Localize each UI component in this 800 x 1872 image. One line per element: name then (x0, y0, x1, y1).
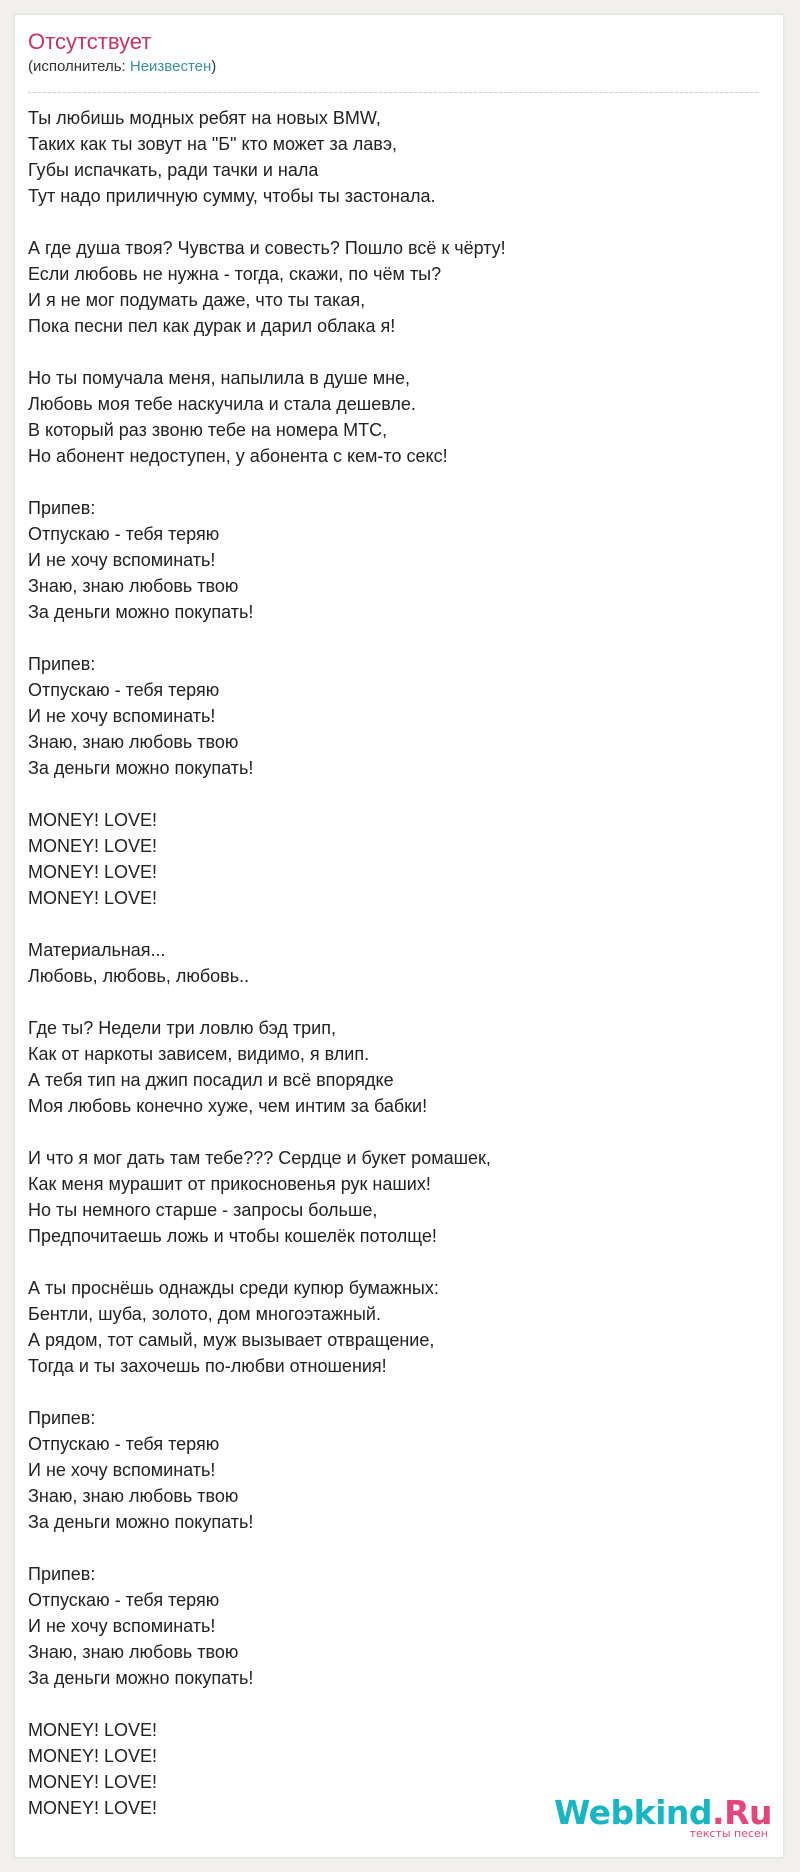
lyrics-line: Где ты? Недели три ловлю бэд трип, (28, 1018, 336, 1038)
lyrics-line: Бентли, шуба, золото, дом многоэтажный. (28, 1304, 381, 1324)
lyrics-line: Материальная... (28, 940, 166, 960)
artist-line (28, 57, 758, 77)
lyrics-line: Тут надо приличную сумму, чтобы ты застонала. (28, 186, 436, 206)
lyrics-line: Знаю, знаю любовь твою (28, 732, 239, 752)
lyrics-line: А тебя тип на джип посадил и всё впорядке (28, 1070, 394, 1090)
lyrics-line: MONEY! LOVE! (28, 836, 158, 856)
lyrics-line: И что я мог дать там тебе??? Сердце и букет ромашек, (28, 1148, 491, 1168)
lyrics-line: В который раз звоню тебе на номера МТС, (28, 420, 388, 440)
lyrics-line: И не хочу вспоминать! (28, 550, 216, 570)
lyrics-stanza (28, 105, 758, 209)
lyrics-stanza (28, 365, 758, 469)
lyrics-line: За деньги можно покупать! (28, 758, 254, 778)
lyrics-stanza (28, 1275, 758, 1379)
lyrics-line: А где душа твоя? Чувства и совесть? Пошло всё к чёрту! (28, 238, 506, 258)
lyrics-line: Как от наркоты зависем, видимо, я влип. (28, 1044, 370, 1064)
lyrics-line: Припев: (28, 1564, 96, 1584)
lyrics-stanza (28, 937, 758, 989)
lyrics-line: Но ты помучала меня, напылила в душе мне, (28, 368, 411, 388)
lyrics-body (28, 105, 758, 1847)
lyrics-line: MONEY! LOVE! (28, 1746, 158, 1766)
lyrics-line: А ты проснёшь однажды среди купюр бумажных: (28, 1278, 439, 1298)
lyrics-stanza (28, 1145, 758, 1249)
song-title: Отсутствует (28, 29, 152, 54)
lyrics-stanza (28, 1015, 758, 1119)
lyrics-line: Моя любовь конечно хуже, чем интим за бабки! (28, 1096, 428, 1116)
song-header (28, 28, 758, 77)
lyrics-line: Знаю, знаю любовь твою (28, 1486, 239, 1506)
lyrics-stanza (28, 1405, 758, 1535)
lyrics-line: Если любовь не нужна - тогда, скажи, по чём ты? (28, 264, 442, 284)
lyrics-line: Ты любишь модных ребят на новых BMW, (28, 108, 381, 128)
lyrics-line: Отпускаю - тебя теряю (28, 1590, 220, 1610)
lyrics-line: Отпускаю - тебя теряю (28, 1434, 220, 1454)
lyrics-line: MONEY! LOVE! (28, 1772, 158, 1792)
artist-prefix: (исполнитель: (28, 58, 130, 75)
lyrics-line: Как меня мурашит от прикосновенья рук наших! (28, 1174, 431, 1194)
lyrics-line: Любовь моя тебе наскучила и стала дешевле. (28, 394, 416, 414)
lyrics-line: MONEY! LOVE! (28, 862, 158, 882)
lyrics-line: Отпускаю - тебя теряю (28, 680, 220, 700)
lyrics-line: И не хочу вспоминать! (28, 1616, 216, 1636)
lyrics-stanza (28, 495, 758, 625)
artist-suffix: ) (211, 58, 217, 75)
lyrics-line: За деньги можно покупать! (28, 1668, 254, 1688)
lyrics-stanza (28, 1561, 758, 1691)
lyrics-line: MONEY! LOVE! (28, 1720, 158, 1740)
lyrics-line: MONEY! LOVE! (28, 888, 158, 908)
logo-suffix: .Ru (712, 1793, 772, 1832)
lyrics-line: Припев: (28, 498, 96, 518)
lyrics-line: Знаю, знаю любовь твою (28, 576, 239, 596)
lyrics-line: MONEY! LOVE! (28, 1798, 158, 1818)
lyrics-stanza (28, 651, 758, 781)
logo-main-text: Webkind (553, 1793, 713, 1832)
lyrics-stanza (28, 807, 758, 911)
lyrics-line: Предпочитаешь ложь и чтобы кошелёк потолще! (28, 1226, 437, 1246)
lyrics-line: Но абонент недоступен, у абонента с кем-то секс! (28, 446, 448, 466)
site-logo[interactable] (553, 1793, 772, 1840)
lyrics-line: Но ты немного старше - запросы больше, (28, 1200, 378, 1220)
lyrics-line: Пока песни пел как дурак и дарил облака я! (28, 316, 396, 336)
lyrics-line: MONEY! LOVE! (28, 810, 158, 830)
lyrics-line: И не хочу вспоминать! (28, 1460, 216, 1480)
lyrics-line: Таких как ты зовут на "Б" кто может за лавэ, (28, 134, 398, 154)
lyrics-line: Припев: (28, 654, 96, 674)
lyrics-stanza (28, 235, 758, 339)
lyrics-line: И я не мог подумать даже, что ты такая, (28, 290, 366, 310)
lyrics-line: Отпускаю - тебя теряю (28, 524, 220, 544)
lyrics-line: Знаю, знаю любовь твою (28, 1642, 239, 1662)
logo-tagline: тексты песен (689, 1827, 768, 1840)
lyrics-line: За деньги можно покупать! (28, 1512, 254, 1532)
lyrics-line: И не хочу вспоминать! (28, 706, 216, 726)
lyrics-line: Губы испачкать, ради тачки и нала (28, 160, 319, 180)
lyrics-line: Любовь, любовь, любовь.. (28, 966, 250, 986)
lyrics-line: За деньги можно покупать! (28, 602, 254, 622)
artist-link[interactable]: Неизвестен (129, 58, 212, 75)
lyrics-line: А рядом, тот самый, муж вызывает отвращение, (28, 1330, 435, 1350)
header-divider (28, 92, 758, 93)
logo-wordmark (553, 1793, 772, 1832)
lyrics-line: Тогда и ты захочешь по-любви отношения! (28, 1356, 387, 1376)
lyrics-line: Припев: (28, 1408, 96, 1428)
